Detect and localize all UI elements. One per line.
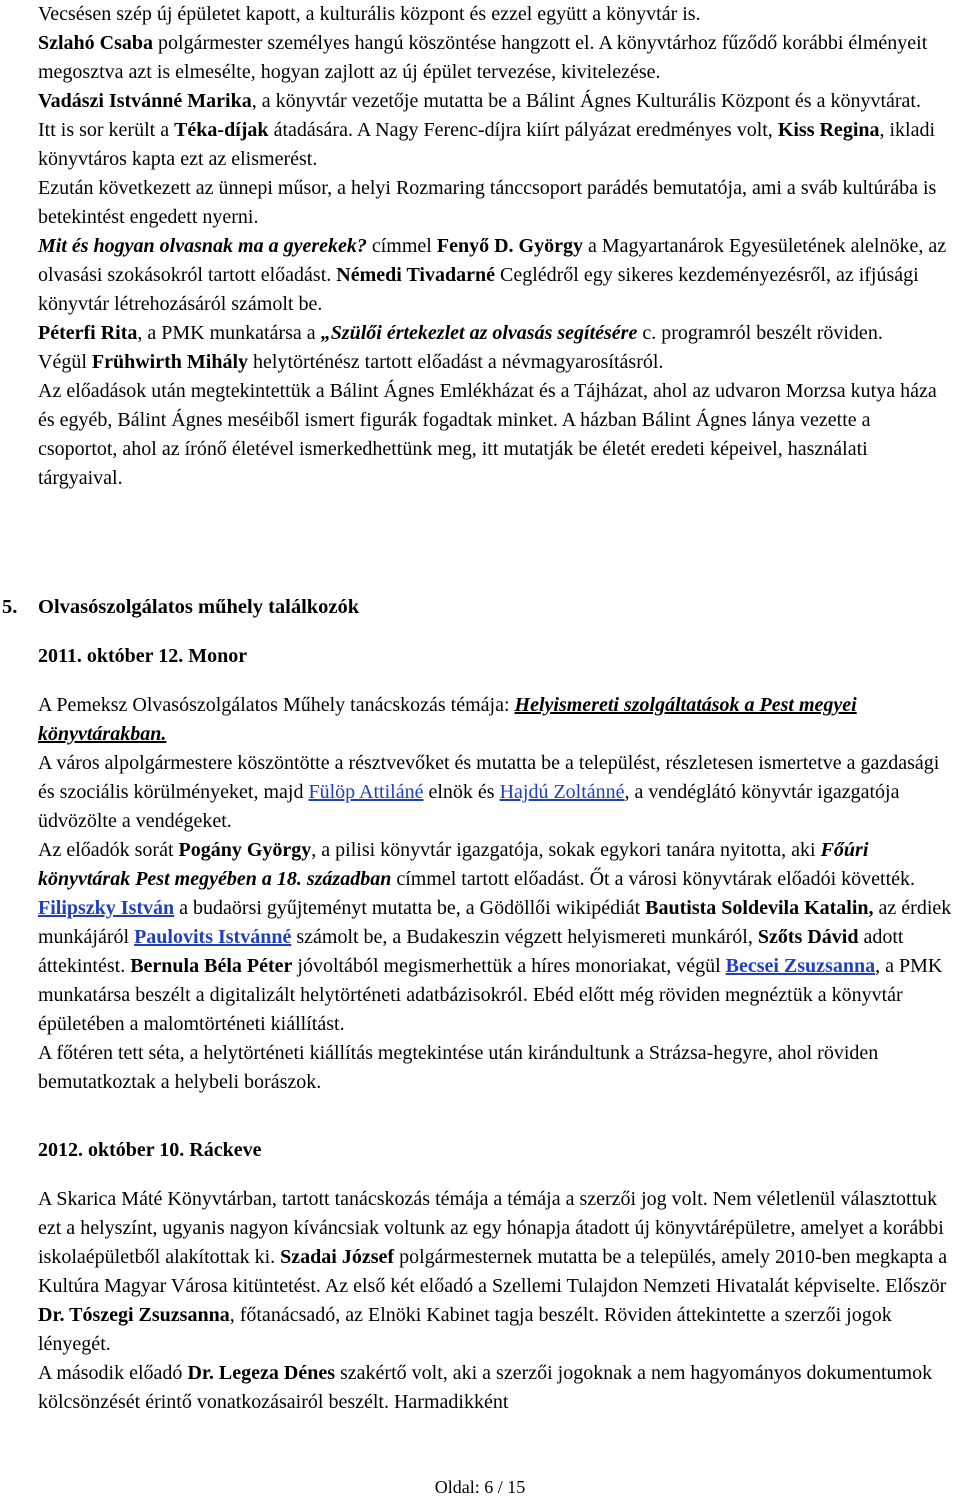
text-run: Az előadások után megtekintettük a Bálint Ágnes Emlékházat és a Tájházat, ahol az udvaron Morzsa kutya háza és egyéb, Bálint Ágnes meséiből ismert figurák fogadtak minket. A házban Bálint Ágnes lánya vezette a csoportot, ahol az írónő életével ismerkedhettünk meg, itt mutatják be életét eredeti képeivel, használati tárgyaival. — [38, 380, 937, 489]
page-footer — [0, 1476, 960, 1498]
emphasis-text: Frühwirth Mihály — [91, 351, 249, 373]
paragraph — [38, 174, 954, 232]
event-rackeve — [38, 1136, 954, 1417]
person-link[interactable]: Fülöp Attiláné — [308, 781, 424, 803]
paragraph — [38, 348, 954, 377]
section-number: 5. — [2, 596, 18, 618]
text-run: szakértő volt, aki a szerzői jogoknak a nem hagyományos dokumentumok kölcsönzését érintő vonatkozásairól beszélt. Harmadikként — [38, 1362, 933, 1413]
paragraph — [38, 377, 954, 493]
text-run: címmel tartott előadást. Őt a városi könyvtárak előadói követték. — [391, 868, 916, 890]
text-run: Itt is sor került a — [38, 119, 175, 141]
emphasis-text: „Szülői értekezlet — [320, 322, 465, 344]
text-run: , a pilisi könyvtár igazgatója, sokak egykori tanára nyitotta, aki — [311, 839, 821, 861]
text-run: Ezután következett az ünnepi műsor, a helyi Rozmaring tánccsoport parádés bemutatója, ami a sváb kultúrába is betekintést engedett nyerni. — [38, 177, 937, 228]
emphasis-text: Helyismereti szolgáltatások a Pest megyei könyvtárakban. — [38, 694, 857, 745]
text-run: , ikladi könyvtáros kapta ezt az elismerést. — [38, 119, 936, 170]
text-run: A második előadó — [38, 1362, 188, 1384]
text-run: , a könyvtár vezetője mutatta be a Bálint Ágnes Kulturális Központ és a könyvtárat. — [251, 90, 921, 112]
text-run: adott áttekintést. — [38, 926, 904, 977]
page-number: Oldal: 6 / 15 — [434, 1477, 526, 1497]
paragraph — [38, 691, 954, 749]
emphasis-text: Téka-díjak — [174, 119, 269, 141]
paragraph — [38, 0, 954, 29]
person-link[interactable]: Filipszky István — [38, 897, 175, 919]
event-body — [38, 1185, 954, 1417]
text-run: Végül — [38, 351, 92, 373]
text-run: helytörténész tartott előadást a névmagyarosításról. — [248, 351, 664, 373]
emphasis-text: Szlahó Csaba — [38, 32, 154, 54]
text-run: Ceglédről egy sikeres kezdeményezésről, az ifjúsági könyvtár létrehozásáról számolt be. — [38, 264, 919, 315]
person-link[interactable]: Becsei Zsuzsanna — [725, 955, 876, 977]
text-run: polgármester személyes hangú köszöntése hangzott el. A könyvtárhoz fűződő korábbi élményeit megosztva azt is elmesélte, hogyan zajlott az új épület tervezése, kivitelezése. — [38, 32, 928, 83]
text-run: számolt be, a Budakeszin végzett helyismereti munkáról, — [291, 926, 758, 948]
emphasis-text: Némedi Tivadarné — [336, 264, 495, 286]
text-run: átadására. A Nagy Ferenc-díjra kiírt pályázat eredményes volt, — [268, 119, 778, 141]
emphasis-text: Bernula Béla Péter — [130, 955, 293, 977]
emphasis-text: az olvasás segítésére — [469, 322, 638, 344]
event-monor — [38, 642, 954, 1097]
event-date: 2011. október 12. Monor — [38, 645, 248, 667]
text-run: A Pemeksz Olvasószolgálatos Műhely tanácskozás témája: — [38, 694, 515, 716]
emphasis-text: Szőts Dávid — [757, 926, 859, 948]
paragraph — [38, 87, 954, 116]
paragraph — [38, 232, 954, 319]
emphasis-text: Főúri könyvtárak Pest megyében a 18. században — [38, 839, 869, 890]
person-link[interactable]: Paulovits Istvánné — [134, 926, 292, 948]
report-section-vecses — [38, 0, 954, 493]
emphasis-text: Fenyő D. György — [436, 235, 583, 257]
paragraph — [38, 1039, 954, 1097]
text-run: , főtanácsadó, az Elnöki Kabinet tagja beszélt. Röviden áttekintette a szerzői jogok lényegét. — [38, 1304, 892, 1355]
paragraph — [38, 29, 954, 87]
paragraph — [38, 836, 954, 1039]
person-link[interactable]: Hajdú Zoltánné — [499, 781, 625, 803]
text-run: c. programról beszélt röviden. — [637, 322, 883, 344]
paragraph — [38, 1185, 954, 1359]
text-run: polgármesternek mutatta be a település, amely 2010-ben megkapta a Kultúra Magyar Városa kitüntetést. Az első két előadó a Szellemi Tulajdon Nemzeti Hivatalát képviselte. Először — [38, 1246, 948, 1297]
text-run: , a PMK munkatársa beszélt a digitalizált helytörténeti adatbázisokról. Ebéd előtt még röviden megnéztük a könyvtár épületében a malomtörténeti kiállítást. — [38, 955, 943, 1035]
text-run: , a PMK munkatársa a — [137, 322, 321, 344]
emphasis-text: Vadászi Istvánné Marika — [38, 90, 252, 112]
text-run: címmel — [366, 235, 437, 257]
text-run: A főtéren tett séta, a helytörténeti kiállítás megtekintése után kirándultunk a Strázsa-hegyre, ahol röviden bemutatkoztak a helybeli borászok. — [38, 1042, 879, 1093]
emphasis-text: Dr. Legeza Dénes — [187, 1362, 335, 1384]
paragraph — [38, 116, 954, 174]
text-run: jóvoltából megismerhettük a híres monoriakat, végül — [292, 955, 726, 977]
text-run: , a vendéglátó könyvtár igazgatója üdvözölte a vendégeket. — [38, 781, 900, 832]
emphasis-text: Kiss Regina — [777, 119, 880, 141]
emphasis-text: Pogány György — [178, 839, 312, 861]
text-run: a budaörsi gyűjteményt mutatta be, a Gödöllői wikipédiát — [174, 897, 646, 919]
paragraph — [38, 1359, 954, 1417]
text-run: az érdiek munkájáról — [38, 897, 952, 948]
paragraph — [38, 749, 954, 836]
event-date: 2012. október 10. Ráckeve — [38, 1139, 262, 1161]
text-run: elnök és — [423, 781, 500, 803]
emphasis-text: Mit és hogyan olvasnak ma a gyerekek? — [38, 235, 367, 257]
event-body — [38, 691, 954, 1097]
section-heading — [2, 593, 360, 622]
text-run: a Magyartanárok Egyesületének alelnöke, az olvasási szokásokról tartott előadást. — [38, 235, 947, 286]
text-run: Az előadók sorát — [38, 839, 179, 861]
emphasis-text: Péterfi Rita — [38, 322, 138, 344]
paragraph — [38, 319, 954, 348]
emphasis-text: Bautista Soldevila Katalin, — [645, 897, 874, 919]
text-run: A város alpolgármestere köszöntötte a résztvevőket és mutatta be a települést, részletesen ismertetve a gazdasági és szociális körülményeket, majd — [38, 752, 940, 803]
text-run: A Skarica Máté Könyvtárban, tartott tanácskozás témája a témája a szerzői jog volt. Nem véletlenül választottuk ezt a helyszínt, ugyanis nagyon kíváncsiak voltunk az egy hónapja átadott új könyvtárépületre, amelyet a korábbi iskolaépületből alakítottak ki. — [38, 1188, 944, 1268]
section-title: Olvasószolgálatos műhely találkozók — [38, 596, 360, 618]
emphasis-text: Szadai József — [280, 1246, 395, 1268]
emphasis-text: Dr. Tószegi Zsuzsanna — [38, 1304, 230, 1326]
text-run: Vecsésen szép új épületet kapott, a kulturális központ és ezzel együtt a könyvtár is. — [38, 3, 701, 25]
